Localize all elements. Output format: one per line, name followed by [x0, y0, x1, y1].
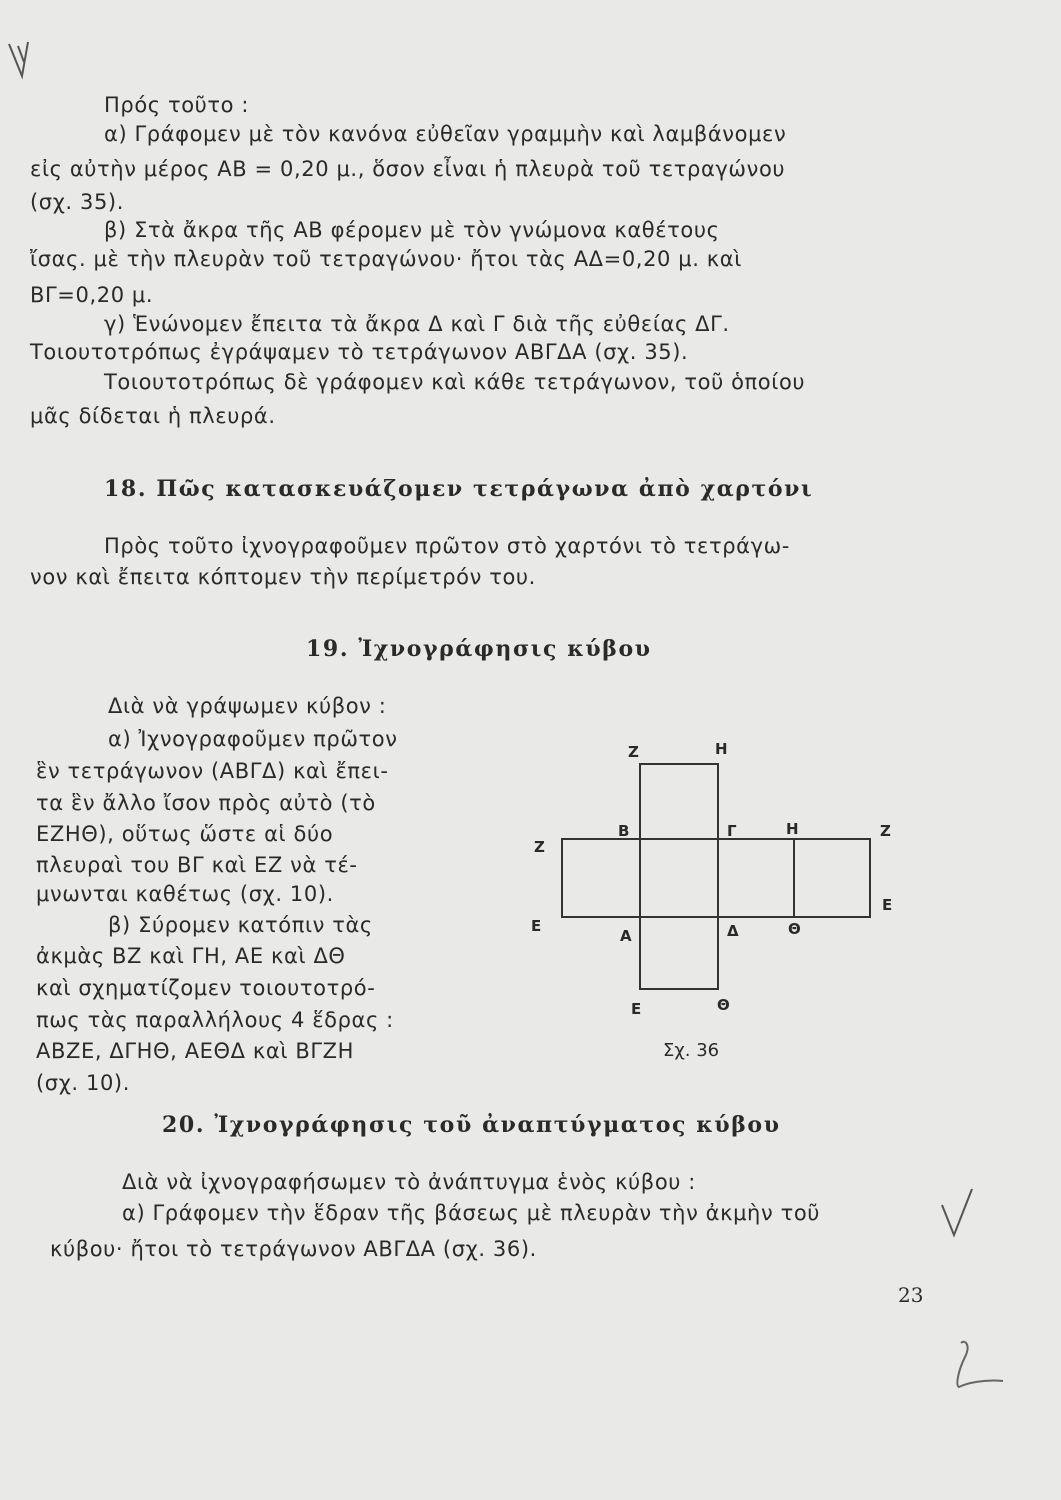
text-line: εἰς αὐτὴν μέρος ΑΒ = 0,20 μ., ὅσον εἶναι ἡ πλευρὰ τοῦ τετραγώνου	[30, 157, 786, 181]
label-g: Γ	[727, 822, 737, 840]
text-line: ἓν τετράγωνον (ΑΒΓΔ) καὶ ἔπει-	[36, 759, 389, 783]
text-line: β) Στὰ ἄκρα τῆς ΑΒ φέρομεν μὲ τὸν γνώμονα καθέτους	[104, 218, 720, 242]
text-line: κύβου· ἤτοι τὸ τετράγωνον ΑΒΓΔΑ (σχ. 36).	[50, 1237, 537, 1261]
handwritten-scribble-bottom-right	[945, 1335, 1015, 1395]
text-line: τα ἓν ἄλλο ἴσον πρὸς αὐτὸ (τὸ	[36, 791, 376, 815]
label-bottom-th: Θ	[717, 996, 730, 1014]
label-top-h: H	[715, 740, 728, 758]
net-square-right-a	[718, 839, 794, 917]
label-top-z: Z	[628, 743, 639, 761]
section-19-heading: 19. Ἰχνογράφησις κύβου	[306, 636, 652, 662]
text-line: νον καὶ ἔπειτα κόπτομεν τὴν περίμετρόν του.	[30, 565, 536, 589]
net-square-left	[562, 839, 640, 917]
text-line: Τοιουτοτρόπως δὲ γράφομεν καὶ κάθε τετράγωνον, τοῦ ὁποίου	[104, 370, 806, 394]
label-left-z: Z	[534, 838, 545, 856]
text-line: α) Γράφομεν μὲ τὸν κανόνα εὐθεῖαν γραμμὴν καὶ λαμβάνομεν	[104, 122, 787, 146]
text-line: α) Ἰχνογραφοῦμεν πρῶτον	[108, 727, 398, 751]
text-line: Διὰ νὰ ἰχνογραφήσωμεν τὸ ἀνάπτυγμα ἑνὸς κύβου :	[122, 1170, 696, 1194]
label-d: Δ	[727, 922, 739, 940]
text-line: ΒΓ=0,20 μ.	[30, 283, 154, 307]
label-h-mid: H	[786, 820, 799, 838]
cube-net-figure	[550, 755, 880, 995]
text-line: μνωνται καθέτως (σχ. 10).	[36, 882, 334, 906]
text-line: ΕΖΗΘ), οὕτως ὥστε αἱ δύο	[36, 822, 334, 846]
text-line: πλευραὶ του ΒΓ καὶ ΕΖ νὰ τέ-	[36, 853, 358, 877]
net-square-bottom	[640, 917, 718, 989]
page-number: 23	[898, 1283, 924, 1307]
text-line: β) Σύρομεν κατόπιν τὰς	[108, 913, 373, 937]
label-left-e: E	[531, 917, 542, 935]
text-line: (σχ. 10).	[36, 1071, 130, 1095]
section-20-heading: 20. Ἰχνογράφησις τοῦ ἀναπτύγματος κύβου	[162, 1112, 781, 1138]
label-right-z: Z	[880, 822, 891, 840]
text-line: ἀκμὰς ΒΖ καὶ ΓΗ, ΑΕ καὶ ΔΘ	[36, 944, 346, 968]
text-line: Πρὸς τοῦτο ἰχνογραφοῦμεν πρῶτον στὸ χαρτόνι τὸ τετράγω-	[104, 534, 790, 558]
net-square-right-b	[794, 839, 870, 917]
text-line: ἴσας. μὲ τὴν πλευρὰν τοῦ τετραγώνου· ἤτοι τὰς ΑΔ=0,20 μ. καὶ	[30, 247, 742, 271]
figure-caption: Σχ. 36	[663, 1040, 720, 1061]
net-square-top	[640, 764, 718, 839]
label-a: A	[620, 927, 632, 945]
text-line: μᾶς δίδεται ἡ πλευρά.	[30, 404, 276, 428]
label-th-mid: Θ	[788, 920, 801, 938]
label-bottom-e: E	[631, 1000, 642, 1018]
text-line: πως τὰς παραλλήλους 4 ἕδρας :	[36, 1008, 394, 1032]
label-right-e: E	[882, 896, 893, 914]
text-line: Τοιουτοτρόπως ἐγράψαμεν τὸ τετράγωνον ΑΒΓΔΑ (σχ. 35).	[30, 340, 689, 364]
text-line: Διὰ νὰ γράψωμεν κύβον :	[108, 694, 387, 718]
text-line: καὶ σχηματίζομεν τοιουτοτρό-	[36, 976, 376, 1000]
section-18-heading: 18. Πῶς κατασκευάζομεν τετράγωνα ἀπὸ χαρτόνι	[104, 476, 814, 502]
text-line: α) Γράφομεν τὴν ἕδραν τῆς βάσεως μὲ πλευρὰν τὴν ἀκμὴν τοῦ	[122, 1201, 821, 1225]
handwritten-check-right	[938, 1185, 978, 1245]
text-line: γ) Ἑνώνομεν ἔπειτα τὰ ἄκρα Δ καὶ Γ διὰ τῆς εὐθείας ΔΓ.	[104, 312, 730, 336]
net-square-center	[640, 839, 718, 917]
handwritten-check-top-left	[4, 36, 44, 82]
text-line: ΑΒΖΕ, ΔΓΗΘ, ΑΕΘΔ καὶ ΒΓΖΗ	[36, 1039, 355, 1063]
text-line: (σχ. 35).	[30, 190, 124, 214]
label-b: B	[618, 822, 630, 840]
text-line: Πρός τοῦτο :	[104, 93, 250, 117]
